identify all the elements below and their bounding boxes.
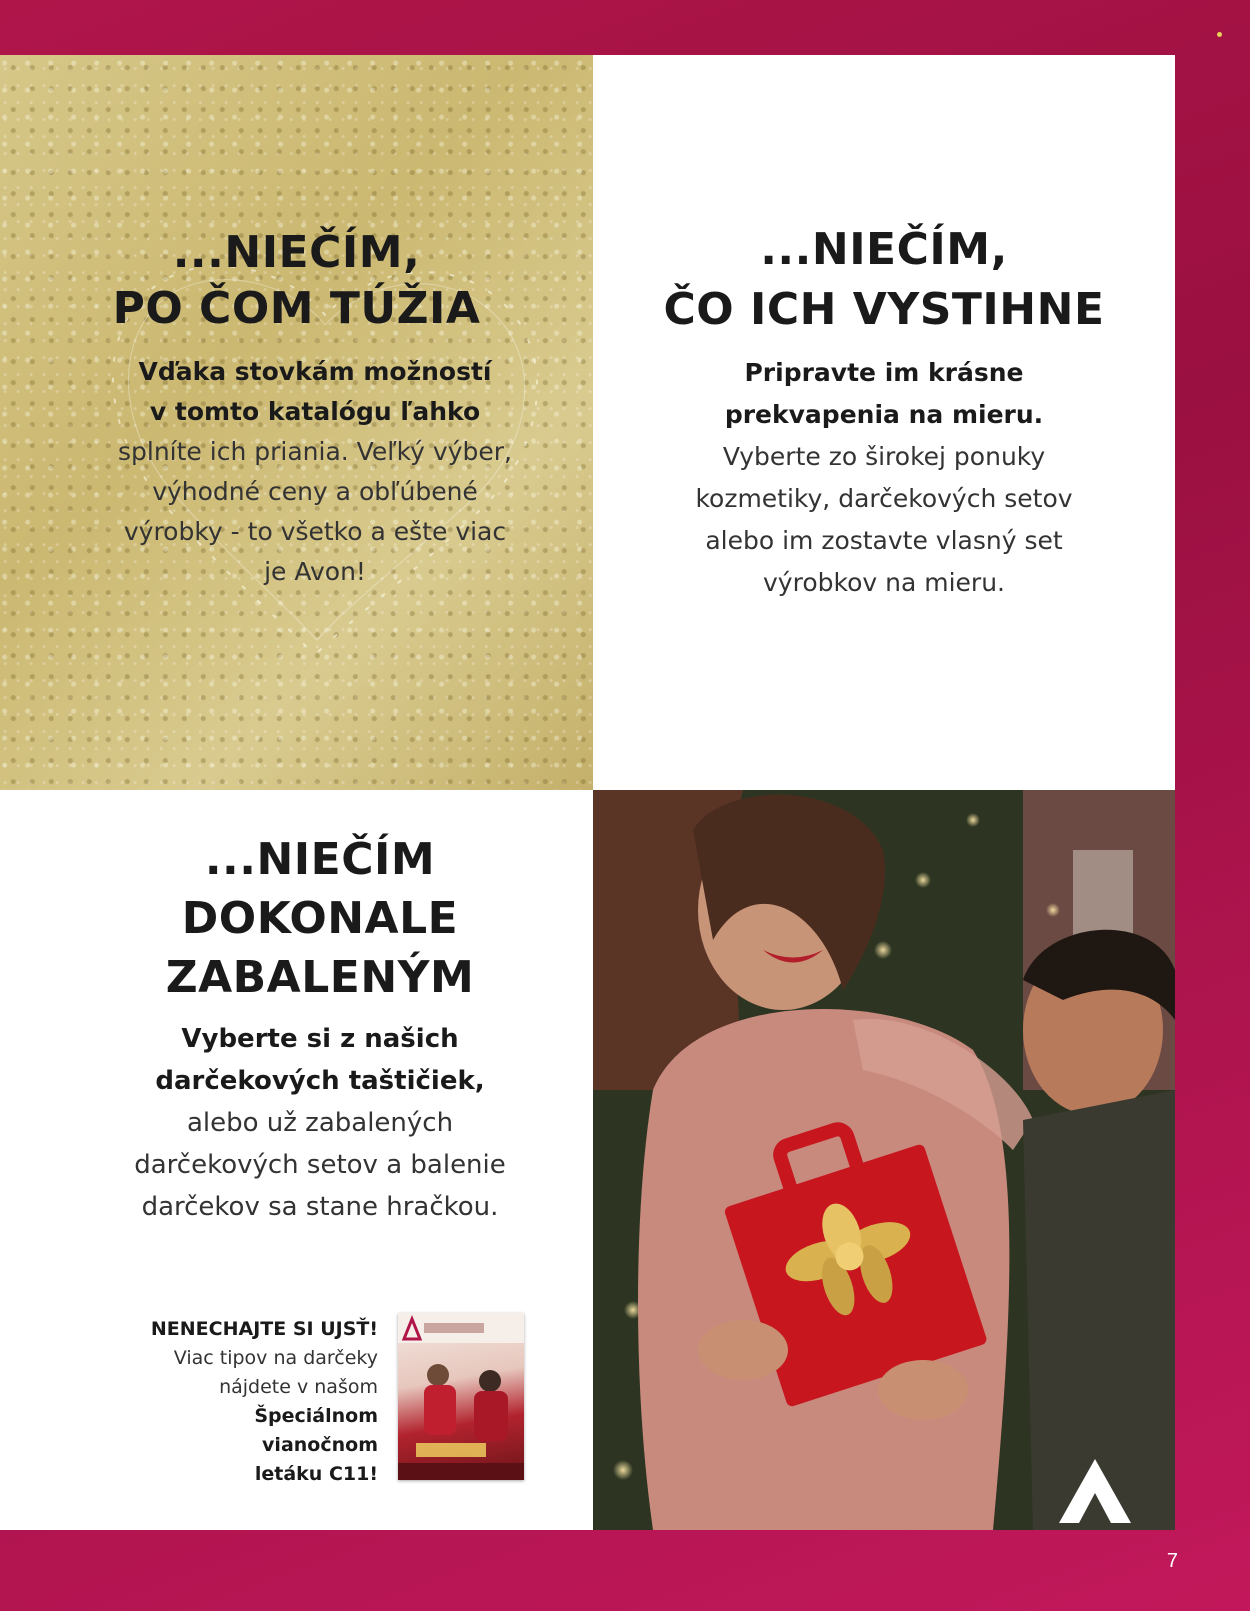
text-line-2: darčekových setov a balenie (134, 1150, 506, 1180)
heading-line-2: ČO ICH VYSTIHNE (663, 284, 1105, 335)
white-text-panel-top (593, 55, 1175, 790)
bold-text-line-1: Vyberte si z našich (181, 1024, 459, 1054)
text-line-2: kozmetiky, darčekových setov (695, 484, 1073, 513)
bold-text-line-1: Pripravte im krásne (744, 358, 1024, 387)
bold-text-line-2: darčekových taštičiek, (155, 1066, 485, 1096)
heading-line-1: ...NIEČÍM (204, 834, 436, 885)
promo-bold-line-2: vianočnom (262, 1434, 378, 1456)
heading-line-3: ZABALENÝM (165, 952, 475, 1003)
text-line-1: splníte ich priania. Veľký výber, (118, 437, 512, 466)
promo-bold-line-1: Špeciálnom (254, 1405, 378, 1427)
page-number: 7 (1166, 1550, 1178, 1572)
promo-line-1: Viac tipov na darčeky (173, 1347, 378, 1369)
gold-glitter-panel (0, 55, 593, 790)
bold-text-line-1: Vďaka stovkám možností (138, 357, 492, 386)
avon-logo-icon (1055, 1455, 1135, 1527)
promo-block (151, 1315, 378, 1489)
text-line-1: Vyberte zo širokej ponuky (722, 442, 1046, 471)
heading-line-1: ...NIEČÍM, (172, 227, 421, 278)
heading-line-1: ...NIEČÍM, (760, 224, 1008, 275)
text-line-4: výrobkov na mieru. (763, 568, 1005, 597)
christmas-catalog-thumbnail[interactable] (398, 1313, 524, 1480)
heading-line-2: PO ČOM TÚŽIA (112, 283, 481, 334)
catalog-cover-image (398, 1313, 524, 1480)
bold-text-line-2: prekvapenia na mieru. (724, 400, 1044, 429)
text-line-4: je Avon! (264, 557, 366, 586)
text-line-3: alebo im zostavte vlasný set (705, 526, 1063, 555)
bold-text-line-2: v tomto katalógu ľahko (149, 397, 481, 426)
text-line-2: výhodné ceny a obľúbené (152, 477, 478, 506)
text-line-3: výrobky - to všetko a ešte viac (123, 517, 507, 546)
promo-bold-line-3: letáku C11! (254, 1463, 378, 1485)
promo-title: NENECHAJTE SI UJSŤ! (150, 1318, 378, 1340)
text-line-3: darčekov sa stane hračkou. (141, 1192, 499, 1222)
text-line-1: alebo už zabalených (186, 1108, 454, 1138)
promo-line-2: nájdete v našom (219, 1376, 378, 1398)
photo-illustration (593, 790, 1175, 1530)
heading-line-2: DOKONALE (181, 893, 459, 944)
couple-gift-photo (593, 790, 1175, 1530)
corner-decor-dot (1217, 32, 1222, 37)
